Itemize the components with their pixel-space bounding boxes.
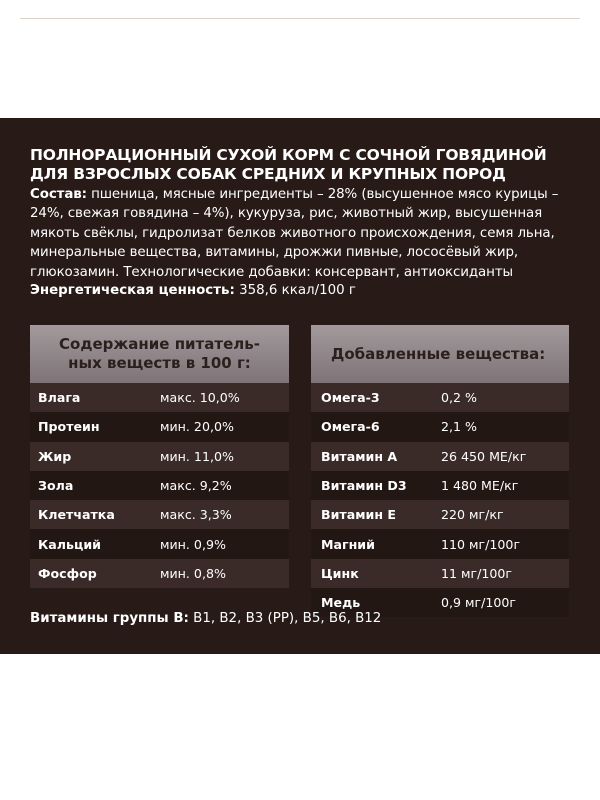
additive-value: 1 480 МЕ/кг	[441, 478, 519, 494]
additive-name: Омега-6	[321, 419, 380, 435]
additives-rows	[311, 383, 569, 617]
vitamins-b-block	[30, 609, 580, 628]
product-title	[30, 146, 580, 184]
additive-name: Медь	[321, 595, 361, 611]
nutrients-table	[30, 325, 289, 588]
nutrient-value: макс. 10,0%	[160, 390, 240, 406]
nutrient-name: Кальций	[38, 536, 101, 552]
additive-value: 110 мг/100г	[441, 536, 521, 552]
product-title-line-1: ПОЛНОРАЦИОННЫЙ СУХОЙ КОРМ С СОЧНОЙ ГОВЯДИНОЙ	[30, 146, 547, 164]
additive-value: 26 450 МЕ/кг	[441, 448, 527, 464]
table-row	[311, 442, 569, 471]
additive-value: 0,9 мг/100г	[441, 595, 517, 611]
nutrient-value: мин. 11,0%	[160, 448, 234, 464]
energy-block	[30, 281, 580, 300]
additive-name: Витамин Е	[321, 507, 397, 523]
nutrient-name: Фосфор	[38, 565, 97, 581]
vitamins-b-value: В1, В2, В3 (РР), В5, В6, В12	[193, 611, 382, 626]
table-row	[311, 500, 569, 529]
additives-table-heading: Добавленные вещества:	[311, 325, 569, 383]
label-panel	[0, 118, 600, 654]
nutrient-value: мин. 0,8%	[160, 565, 226, 581]
additive-name: Витамин А	[321, 448, 398, 464]
table-row	[311, 471, 569, 500]
additive-name: Витамин D3	[321, 478, 407, 494]
table-row	[30, 500, 289, 529]
table-row	[311, 412, 569, 441]
top-divider	[20, 18, 580, 19]
table-row	[30, 471, 289, 500]
table-row	[311, 529, 569, 558]
additive-value: 2,1 %	[441, 419, 477, 435]
additive-name: Магний	[321, 536, 375, 552]
composition-block	[30, 185, 582, 282]
nutrient-name: Влага	[38, 390, 81, 406]
composition-text: пшеница, мясные ингредиенты – 28% (высушенное мясо курицы – 24%, свежая говядина – 4%), кукуруза, рис, животный жир, высушенная мякоть свёклы, гидролизат белков животного происхождения, семя льна, минеральные вещества, витамины, дрожжи пивные, лососёвый жир, глюкозамин. Технологические добавки: консервант, антиоксиданты	[30, 187, 559, 280]
nutrient-name: Клетчатка	[38, 507, 115, 523]
nutrient-value: макс. 9,2%	[160, 478, 232, 494]
table-row	[30, 412, 289, 441]
table-row	[311, 559, 569, 588]
nutrient-name: Жир	[38, 448, 72, 464]
energy-label: Энергетическая ценность:	[30, 283, 235, 298]
additive-name: Цинк	[321, 565, 359, 581]
energy-value: 358,6 ккал/100 г	[239, 283, 356, 298]
additives-table	[311, 325, 569, 617]
additive-value: 220 мг/кг	[441, 507, 504, 523]
nutrient-value: макс. 3,3%	[160, 507, 232, 523]
nutrient-name: Протеин	[38, 419, 100, 435]
nutrients-table-heading	[30, 325, 289, 383]
nutrients-rows	[30, 383, 289, 588]
nutrient-name: Зола	[38, 478, 74, 494]
nutrient-value: мин. 20,0%	[160, 419, 234, 435]
table-row	[30, 529, 289, 558]
additive-name: Омега-3	[321, 390, 380, 406]
table-row	[311, 383, 569, 412]
additive-value: 11 мг/100г	[441, 565, 513, 581]
nutrient-value: мин. 0,9%	[160, 536, 226, 552]
vitamins-b-label: Витамины группы В:	[30, 611, 189, 626]
nutrients-heading-line-2: ных веществ в 100 г:	[68, 354, 251, 372]
additive-value: 0,2 %	[441, 390, 477, 406]
composition-label: Состав:	[30, 187, 87, 202]
table-row	[30, 559, 289, 588]
nutrients-heading-line-1: Содержание питатель-	[59, 335, 260, 353]
product-title-line-2: ДЛЯ ВЗРОСЛЫХ СОБАК СРЕДНИХ И КРУПНЫХ ПОРОД	[30, 165, 506, 183]
table-row	[30, 442, 289, 471]
table-row	[30, 383, 289, 412]
